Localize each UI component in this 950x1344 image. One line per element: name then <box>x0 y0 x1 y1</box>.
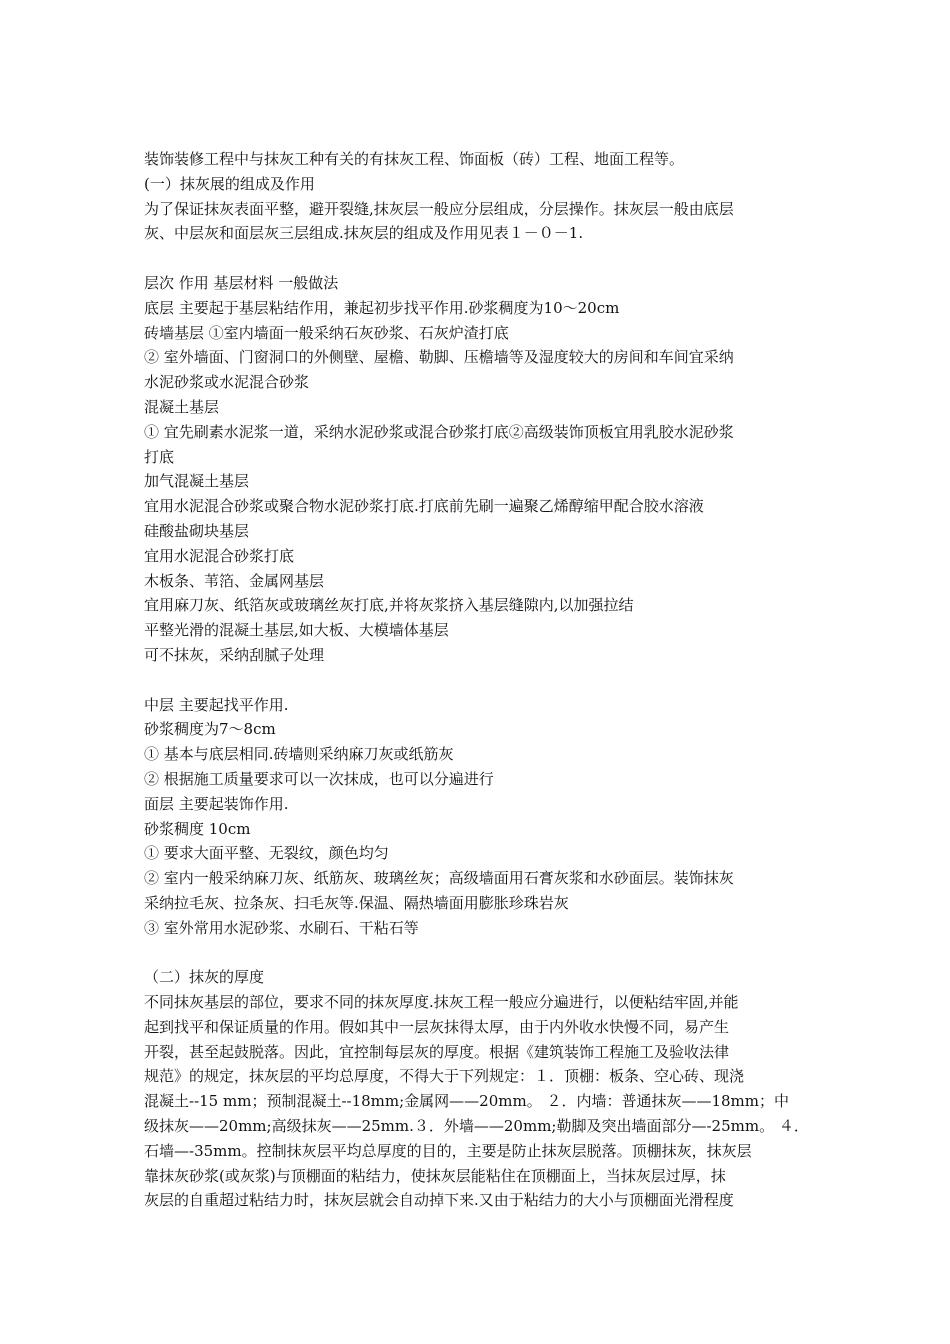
text-line: 靠抹灰砂浆(或灰浆)与顶棚面的粘结力，使抹灰层能粘住在顶棚面上，当抹灰层过厚，抹 <box>144 1166 726 1185</box>
text-line: 硅酸盐砌块基层 <box>144 521 250 540</box>
text-line: 木板条、苇箔、金属网基层 <box>144 571 325 590</box>
text-line: 中层 主要起找平作用. <box>144 695 289 714</box>
text-line: 不同抹灰基层的部位，要求不同的抹灰厚度.抹灰工程一般应分遍进行，以便粘结牢固,并能 <box>144 993 739 1012</box>
text-line: 石墙—-35mm。控制抹灰层平均总厚度的目的，主要是防止抹灰层脱落。顶棚抹灰，抹灰层 <box>144 1141 752 1160</box>
text-line: 宜用水泥混合砂浆或聚合物水泥砂浆打底.打底前先刷一遍聚乙烯醇缩甲配合胶水溶液 <box>144 497 704 516</box>
text-line: ① 要求大面平整、无裂纹，颜色均匀 <box>144 844 389 863</box>
text-line: 砖墙基层 ①室内墙面一般采纳石灰砂浆、石灰炉渣打底 <box>144 323 509 342</box>
text-line: 层次 作用 基层材料 一般做法 <box>144 273 339 292</box>
text-line: 平整光滑的混凝土基层,如大板、大模墙体基层 <box>144 621 449 640</box>
blank-line <box>144 668 809 693</box>
text-line: 混凝土--15 mm；预制混凝土--18mm;金属网——20mm。 ２．内墙：普通抹灰——18mm；中 <box>144 1092 790 1111</box>
text-line: ② 室外墙面、门窗洞口的外侧壁、屋檐、勒脚、压檐墙等及湿度较大的房间和车间宜采纳 <box>144 348 734 367</box>
text-line: ② 室内一般采纳麻刀灰、纸筋灰、玻璃丝灰；高级墙面用石膏灰浆和水砂面层。装饰抹灰 <box>144 869 734 888</box>
text-line: 底层 主要起于基层粘结作用，兼起初步找平作用.砂浆稠度为10～20cm <box>144 298 620 317</box>
text-line: 灰层的自重超过粘结力时，抹灰层就会自动掉下来.又由于粘结力的大小与顶棚面光滑程度 <box>144 1191 734 1210</box>
text-line: 宜用麻刀灰、纸箔灰或玻璃丝灰打底,并将灰浆挤入基层缝隙内,以加强拉结 <box>144 596 634 615</box>
text-line: 水泥砂浆或水泥混合砂浆 <box>144 373 310 392</box>
text-line: 面层 主要起装饰作用. <box>144 794 289 813</box>
text-line: 砂浆稠度 10cm <box>144 819 251 838</box>
text-line: ① 基本与底层相同.砖墙则采纳麻刀灰或纸筋灰 <box>144 745 454 764</box>
text-line: 起到找平和保证质量的作用。假如其中一层灰抹得太厚，由于内外收水快慢不同，易产生 <box>144 1017 730 1036</box>
text-line: 加气混凝土基层 <box>144 472 250 491</box>
text-line: 打底 <box>144 447 175 466</box>
text-line: 宜用水泥混合砂浆打底 <box>144 546 295 565</box>
text-line: ② 根据施工质量要求可以一次抹成，也可以分遍进行 <box>144 769 494 788</box>
text-line: 为了保证抹灰表面平整，避开裂缝,抹灰层一般应分层组成，分层操作。抹灰层一般由底层 <box>144 199 734 218</box>
text-line: 开裂，甚至起鼓脱落。因此，宜控制每层灰的厚度。根据《建筑装饰工程施工及验收法律 <box>144 1042 730 1061</box>
text-line: 装饰装修工程中与抹灰工种有关的有抹灰工程、饰面板（砖）工程、地面工程等。 <box>144 150 685 168</box>
text-line: 可不抹灰，采纳刮腻子处理 <box>144 645 325 664</box>
blank-line <box>144 246 809 271</box>
text-line: 采纳拉毛灰、拉条灰、扫毛灰等.保温、隔热墙面用膨胀珍珠岩灰 <box>144 893 569 912</box>
text-line: 混凝土基层 <box>144 397 220 416</box>
text-line: ③ 室外常用水泥砂浆、水刷石、干粘石等 <box>144 918 419 937</box>
document-body <box>144 147 809 1213</box>
text-line: 砂浆稠度为7～8cm <box>144 720 276 739</box>
text-line: 灰、中层灰和面层灰三层组成.抹灰层的组成及作用见表１－０－1. <box>144 224 584 243</box>
blank-line <box>144 941 809 966</box>
text-line: （二）抹灰的厚度 <box>144 968 265 987</box>
text-line: (一）抹灰展的组成及作用 <box>144 174 315 193</box>
text-line: ① 宜先刷素水泥浆一道，采纳水泥砂浆或混合砂浆打底②高级装饰顶板宜用乳胶水泥砂浆 <box>144 422 734 441</box>
text-line: 规范》的规定，抹灰层的平均总厚度，不得大于下列规定：１．顶棚：板条、空心砖、现浇 <box>144 1067 745 1086</box>
text-line: 级抹灰——20mm;高级抹灰——25mm.３．外墙——20mm;勒脚及突出墙面部分—-25mm。 ４． <box>144 1117 809 1136</box>
